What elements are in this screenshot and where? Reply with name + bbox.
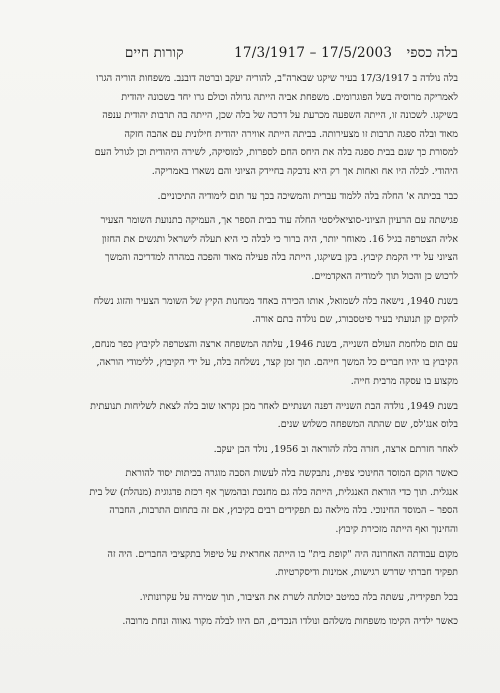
text-line: והחינוך ואף הייתה מזכירת קיבוץ. — [335, 524, 458, 536]
text-line: אליה הצטרפה בגיל 16. מאוחר יותר, היה ברור כי לבלה כי היא תעלה לישראל ותגשים את החזון — [101, 233, 458, 245]
text-line: כאשר הוקם המוסד החינוכי צפית, נתבקשה בלה לעשות הסבה מוגרה בכיתות יסוד להוראת — [125, 468, 458, 480]
paragraph — [36, 293, 458, 330]
text-line: בשנת 1940, נישאה בלה לשמואל, אותו הכירה באחד ממחנות הקיץ של השומר הצעיר והזוג נשלח — [93, 295, 458, 307]
paragraph — [36, 441, 458, 460]
text-line: תפקיד חברתי שדרש רגישות, אמינות ודיסקרטיות. — [274, 567, 458, 579]
paragraph — [36, 212, 458, 286]
text-line: כבר בכיתה א' החלה בלה ללמוד עברית והמשיכה בכך עד תום לימודיה התיכוניים. — [157, 190, 458, 202]
document-title — [36, 44, 458, 70]
text-line: אנגלית. תוך כדי הוראת האנגלית, הייתה בלה גם מחנכת ובהמשך אף רכזת פדגוגית (מנהלת) של בית — [89, 486, 458, 498]
text-line: בלוס אנג'לס, שם שהתה המשפחה כשלוש שנים. — [277, 419, 458, 431]
text-line: בכל תפקידיה, עשתה בלה כמיטב יכולתה לשרת את הציבור, תוך שמירה על עקרונותיו. — [139, 591, 458, 603]
paragraph — [36, 336, 458, 392]
text-line: לאחר חזרתם ארצה, חזרה בלה להוראה וב 1956, נולד הבן יעקב. — [213, 443, 458, 455]
text-line: מקום עבודתה האחרונה היה "קופת בית" בו הייתה אחראית על טיפול בתקציבי החברים. היה זה — [107, 548, 458, 560]
text-line: כאשר ילדיה הקימו משפחות משלהם ונולדו הנכדים, הם היוו לבלה מקור גאווה ונחת מרובה. — [122, 616, 458, 628]
text-line: להקים קן תנועתי בעיר פיטסבורג, שם נולדה בתם אורה. — [252, 314, 458, 326]
life-dates: 17/3/1917 – 17/5/2003 — [234, 45, 393, 61]
text-line: פגישתה עם הרעיון הציוני-סוציאליסטי החלה עוד בבית הספר אך, העמיקה בתנועת השומר הצעיר — [100, 215, 458, 227]
text-line: מאוד ובלה ספגה תרבות זו מצעירותה. בביתה הייתה אווירה יהודית חילונית עם אהבה חזקה — [124, 128, 458, 140]
text-line: עם תום מלחמת העולם השנייה, בשנת 1946, עלתה המשפחה ארצה והצטרפה לקיבוץ כפר מנחם, — [91, 338, 458, 350]
paragraph — [36, 465, 458, 539]
document-heading: קורות חיים — [124, 45, 184, 61]
text-line: היהודי. לבלה היו אח ואחות אך רק היא נדבקה בחיידק הציוני והם נשארו באמריקה. — [151, 165, 458, 177]
text-line: הציוני על ידי הקמת קיבוץ. בקן בשיקגו, הייתה בלה פעילה מאוד והפכה במהרה למדריכה והמשך — [104, 252, 458, 264]
text-line: לאמריקה מרוסיה בשל הפוגרומים. משפחת אביה הייתה גדולה וכולם גרו יחד בשכונה יהודית — [121, 91, 458, 103]
paragraph — [36, 188, 458, 207]
text-line: לרכוש כן והכול תוך לימודיה האקדמיים. — [311, 270, 458, 282]
document-body — [36, 70, 458, 632]
paragraph — [36, 70, 458, 182]
text-line: למסורת כך שגם בבית ספגה בלה את היחס החם לספרות, למוסיקה, לשירה היהודית וכן לגורל העם — [94, 147, 458, 159]
paragraph — [36, 613, 458, 632]
person-name: בלה כספי — [406, 45, 458, 61]
paragraph — [36, 546, 458, 583]
text-line: בלה נולדה ב 17/3/1917 בעיר שיקגו שבארה"ב, להוריה יעקב וברטה דובנב. משפחות הוריה הגרו — [96, 73, 458, 84]
paragraph — [36, 398, 458, 435]
text-line: מקצוע בו עסקה מרבית חייה. — [350, 375, 458, 387]
text-line: הקיבוץ בו יהיו חברים כל המשך חייהם. תוך זמן קצר, נשלחה בלה, על ידי הקיבוץ, ללימודי הוראה, — [96, 357, 458, 369]
paragraph — [36, 589, 458, 608]
text-line: בשנת 1949, נולדה הבת השנייה דפנה ושנתיים לאחר מכן נקראו שוב בלה לצאת לשליחות תנועתית — [90, 400, 458, 412]
text-line: הספר – המוסד החינוכי. בלה מילאה גם תפקידים רבים בקיבוץ, אם זה בתחום התרבות, החברה — [109, 505, 458, 517]
text-line: בשיקגו. לשכונה זו, הייתה השפעה מכרעת על דרכה של בלה שכן, הייתה בה תרבות יהודית ענפה — [102, 110, 458, 122]
